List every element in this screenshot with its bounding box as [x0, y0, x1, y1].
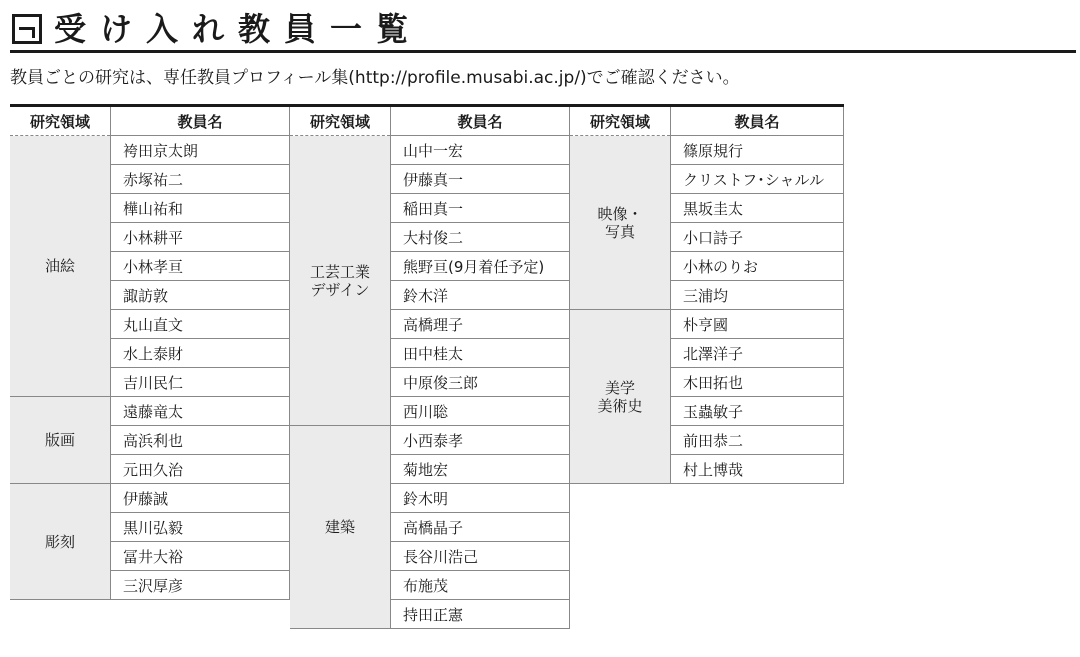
faculty-name-cell: 高浜利也 — [111, 426, 290, 455]
faculty-name-cell: 冨井大裕 — [111, 542, 290, 571]
faculty-table-1 — [10, 104, 290, 600]
intro-text: 教員ごとの研究は、専任教員プロフィール集(http://profile.musabi.ac.jp/)でご確認ください。 — [10, 68, 740, 88]
column-header-name: 教員名 — [671, 106, 844, 136]
faculty-name-cell: 黒坂圭太 — [671, 194, 844, 223]
faculty-name-cell: 三沢厚彦 — [111, 571, 290, 600]
research-area-cell: 映像・ 写真 — [570, 136, 671, 310]
faculty-name-cell: 赤塚祐二 — [111, 165, 290, 194]
faculty-name-cell: 持田正憲 — [391, 600, 570, 629]
faculty-name-cell: 中原俊三郎 — [391, 368, 570, 397]
faculty-name-cell: 元田久治 — [111, 455, 290, 484]
research-area-cell: 油絵 — [10, 136, 111, 397]
faculty-name-cell: 高橋晶子 — [391, 513, 570, 542]
table-row — [10, 397, 290, 426]
research-area-cell: 彫刻 — [10, 484, 111, 600]
faculty-name-cell: 伊藤誠 — [111, 484, 290, 513]
faculty-name-cell: 小林のりお — [671, 252, 844, 281]
faculty-name-cell: 村上博哉 — [671, 455, 844, 484]
faculty-name-cell: 西川聡 — [391, 397, 570, 426]
table-row — [570, 136, 844, 165]
column-header-area: 研究領域 — [570, 106, 671, 136]
faculty-table-3 — [570, 104, 844, 484]
faculty-name-cell: 玉蟲敏子 — [671, 397, 844, 426]
column-header-name: 教員名 — [391, 106, 570, 136]
table-row — [10, 484, 290, 513]
faculty-name-cell: 小口詩子 — [671, 223, 844, 252]
page-header — [10, 6, 1076, 52]
faculty-name-cell: 山中一宏 — [391, 136, 570, 165]
faculty-name-cell: 鈴木明 — [391, 484, 570, 513]
table-row — [290, 136, 570, 165]
faculty-name-cell: 水上泰財 — [111, 339, 290, 368]
faculty-name-cell: 田中桂太 — [391, 339, 570, 368]
faculty-table-2 — [290, 104, 570, 629]
faculty-name-cell: 遠藤竜太 — [111, 397, 290, 426]
faculty-name-cell: 諏訪敦 — [111, 281, 290, 310]
faculty-name-cell: 高橋理子 — [391, 310, 570, 339]
faculty-name-cell: クリストフ･シャルル — [671, 165, 844, 194]
column-header-name: 教員名 — [111, 106, 290, 136]
research-area-cell: 美学 美術史 — [570, 310, 671, 484]
faculty-name-cell: 袴田京太朗 — [111, 136, 290, 165]
faculty-name-cell: 熊野亘(9月着任予定) — [391, 252, 570, 281]
title-rule — [10, 50, 1076, 53]
research-area-cell: 版画 — [10, 397, 111, 484]
faculty-name-cell: 菊地宏 — [391, 455, 570, 484]
faculty-name-cell: 木田拓也 — [671, 368, 844, 397]
faculty-name-cell: 三浦均 — [671, 281, 844, 310]
table-row — [290, 426, 570, 455]
faculty-name-cell: 丸山直文 — [111, 310, 290, 339]
faculty-name-cell: 布施茂 — [391, 571, 570, 600]
research-area-cell: 工芸工業 デザイン — [290, 136, 391, 426]
faculty-name-cell: 伊藤真一 — [391, 165, 570, 194]
faculty-name-cell: 吉川民仁 — [111, 368, 290, 397]
faculty-name-cell: 朴亨國 — [671, 310, 844, 339]
faculty-name-cell: 小林耕平 — [111, 223, 290, 252]
faculty-name-cell: 前田恭二 — [671, 426, 844, 455]
faculty-name-cell: 黒川弘毅 — [111, 513, 290, 542]
table-row — [10, 136, 290, 165]
faculty-name-cell: 樺山祐和 — [111, 194, 290, 223]
research-area-cell: 建築 — [290, 426, 391, 629]
column-header-area: 研究領域 — [290, 106, 391, 136]
faculty-name-cell: 稲田真一 — [391, 194, 570, 223]
faculty-name-cell: 長谷川浩己 — [391, 542, 570, 571]
faculty-name-cell: 小西泰孝 — [391, 426, 570, 455]
faculty-name-cell: 北澤洋子 — [671, 339, 844, 368]
faculty-name-cell: 小林孝亘 — [111, 252, 290, 281]
column-header-area: 研究領域 — [10, 106, 111, 136]
download-box-icon — [12, 14, 42, 44]
faculty-name-cell: 鈴木洋 — [391, 281, 570, 310]
page-title: 受け入れ教員一覧 — [54, 10, 423, 48]
faculty-name-cell: 篠原規行 — [671, 136, 844, 165]
table-row — [570, 310, 844, 339]
faculty-name-cell: 大村俊二 — [391, 223, 570, 252]
